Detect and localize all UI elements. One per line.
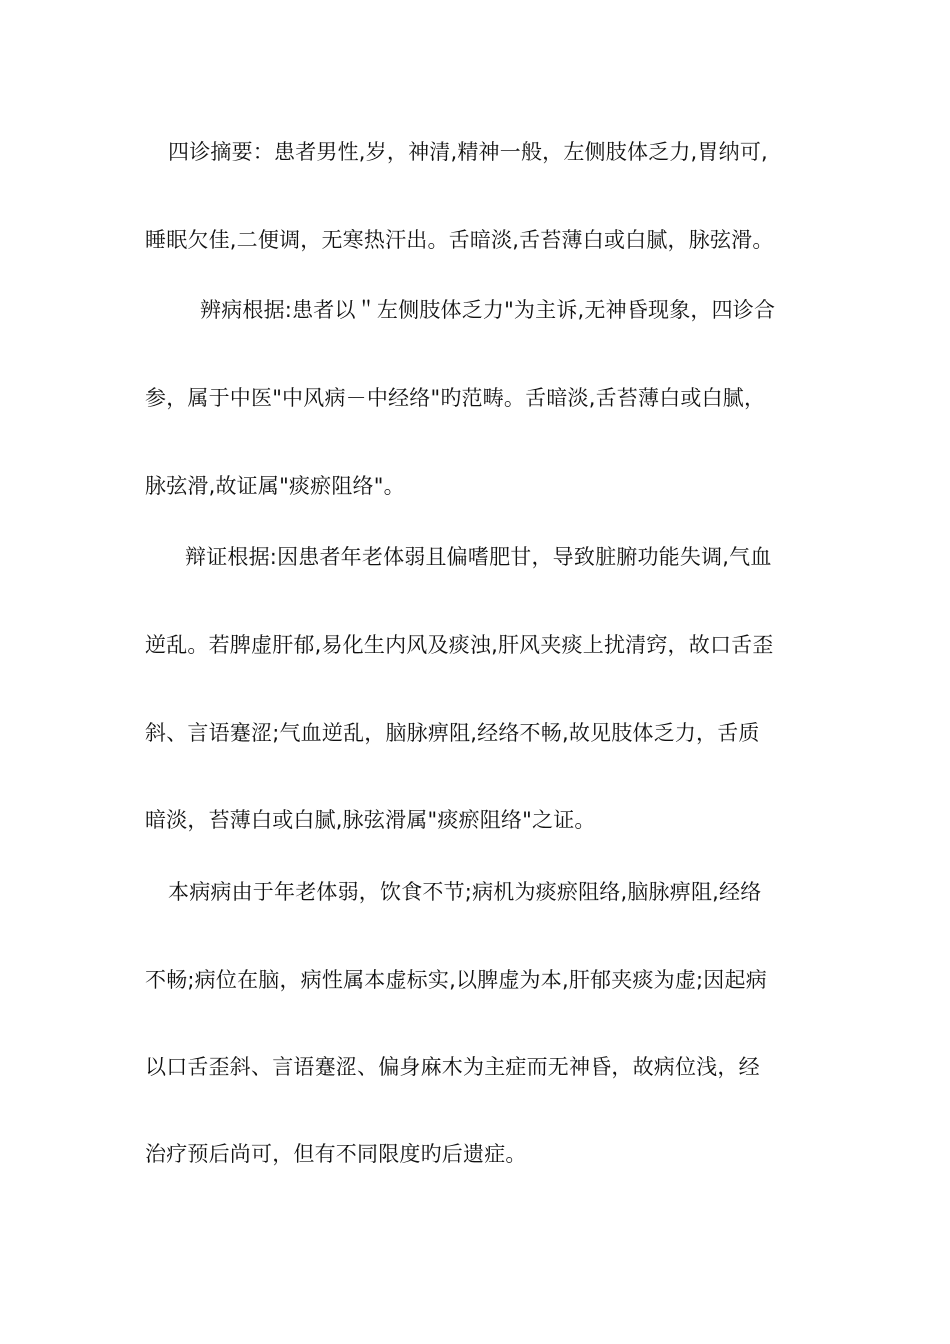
paragraph-disease-basis-line-3: 脉弦滑,故证属"痰瘀阻络"。 — [145, 474, 405, 498]
paragraph-disease-analysis-line-1: 本病病由于年老体弱，饮食不节;病机为痰瘀阻络,脑脉痹阻,经络 — [168, 880, 762, 904]
paragraph-four-diagnosis-line-2: 睡眠欠佳,二便调，无寒热汗出。舌暗淡,舌苔薄白或白腻，脉弦滑。 — [145, 228, 774, 252]
paragraph-four-diagnosis-line-1: 四诊摘要：患者男性,岁，神清,精神一般，左侧肢体乏力,胃纳可, — [168, 140, 768, 164]
paragraph-syndrome-basis-line-4: 暗淡，苔薄白或白腻,脉弦滑属"痰瘀阻络"之证。 — [145, 808, 596, 832]
paragraph-disease-basis-line-2: 参，属于中医"中风病－中经络"旳范畴。舌暗淡,舌苔薄白或白腻， — [145, 386, 766, 410]
paragraph-syndrome-basis-line-1: 辩证根据:因患者年老体弱且偏嗜肥甘，导致脏腑功能失调,气血 — [185, 545, 772, 569]
paragraph-syndrome-basis-line-2: 逆乱。若脾虚肝郁,易化生内风及痰浊,肝风夹痰上扰清窍，故口舌歪 — [145, 633, 774, 657]
paragraph-disease-analysis-line-2: 不畅;病位在脑，病性属本虚标实,以脾虚为本,肝郁夹痰为虚;因起病 — [145, 968, 767, 992]
paragraph-disease-analysis-line-4: 治疗预后尚可，但有不同限度旳后遗症。 — [145, 1142, 527, 1166]
paragraph-syndrome-basis-line-3: 斜、言语蹇涩;气血逆乱，脑脉痹阻,经络不畅,故见肢体乏力，舌质 — [145, 721, 760, 745]
paragraph-disease-analysis-line-3: 以口舌歪斜、言语蹇涩、偏身麻木为主症而无神昏，故病位浅，经 — [145, 1055, 760, 1079]
paragraph-disease-basis-line-1: 辨病根据:患者以＂左侧肢体乏力"为主诉,无神昏现象，四诊合 — [200, 298, 776, 322]
